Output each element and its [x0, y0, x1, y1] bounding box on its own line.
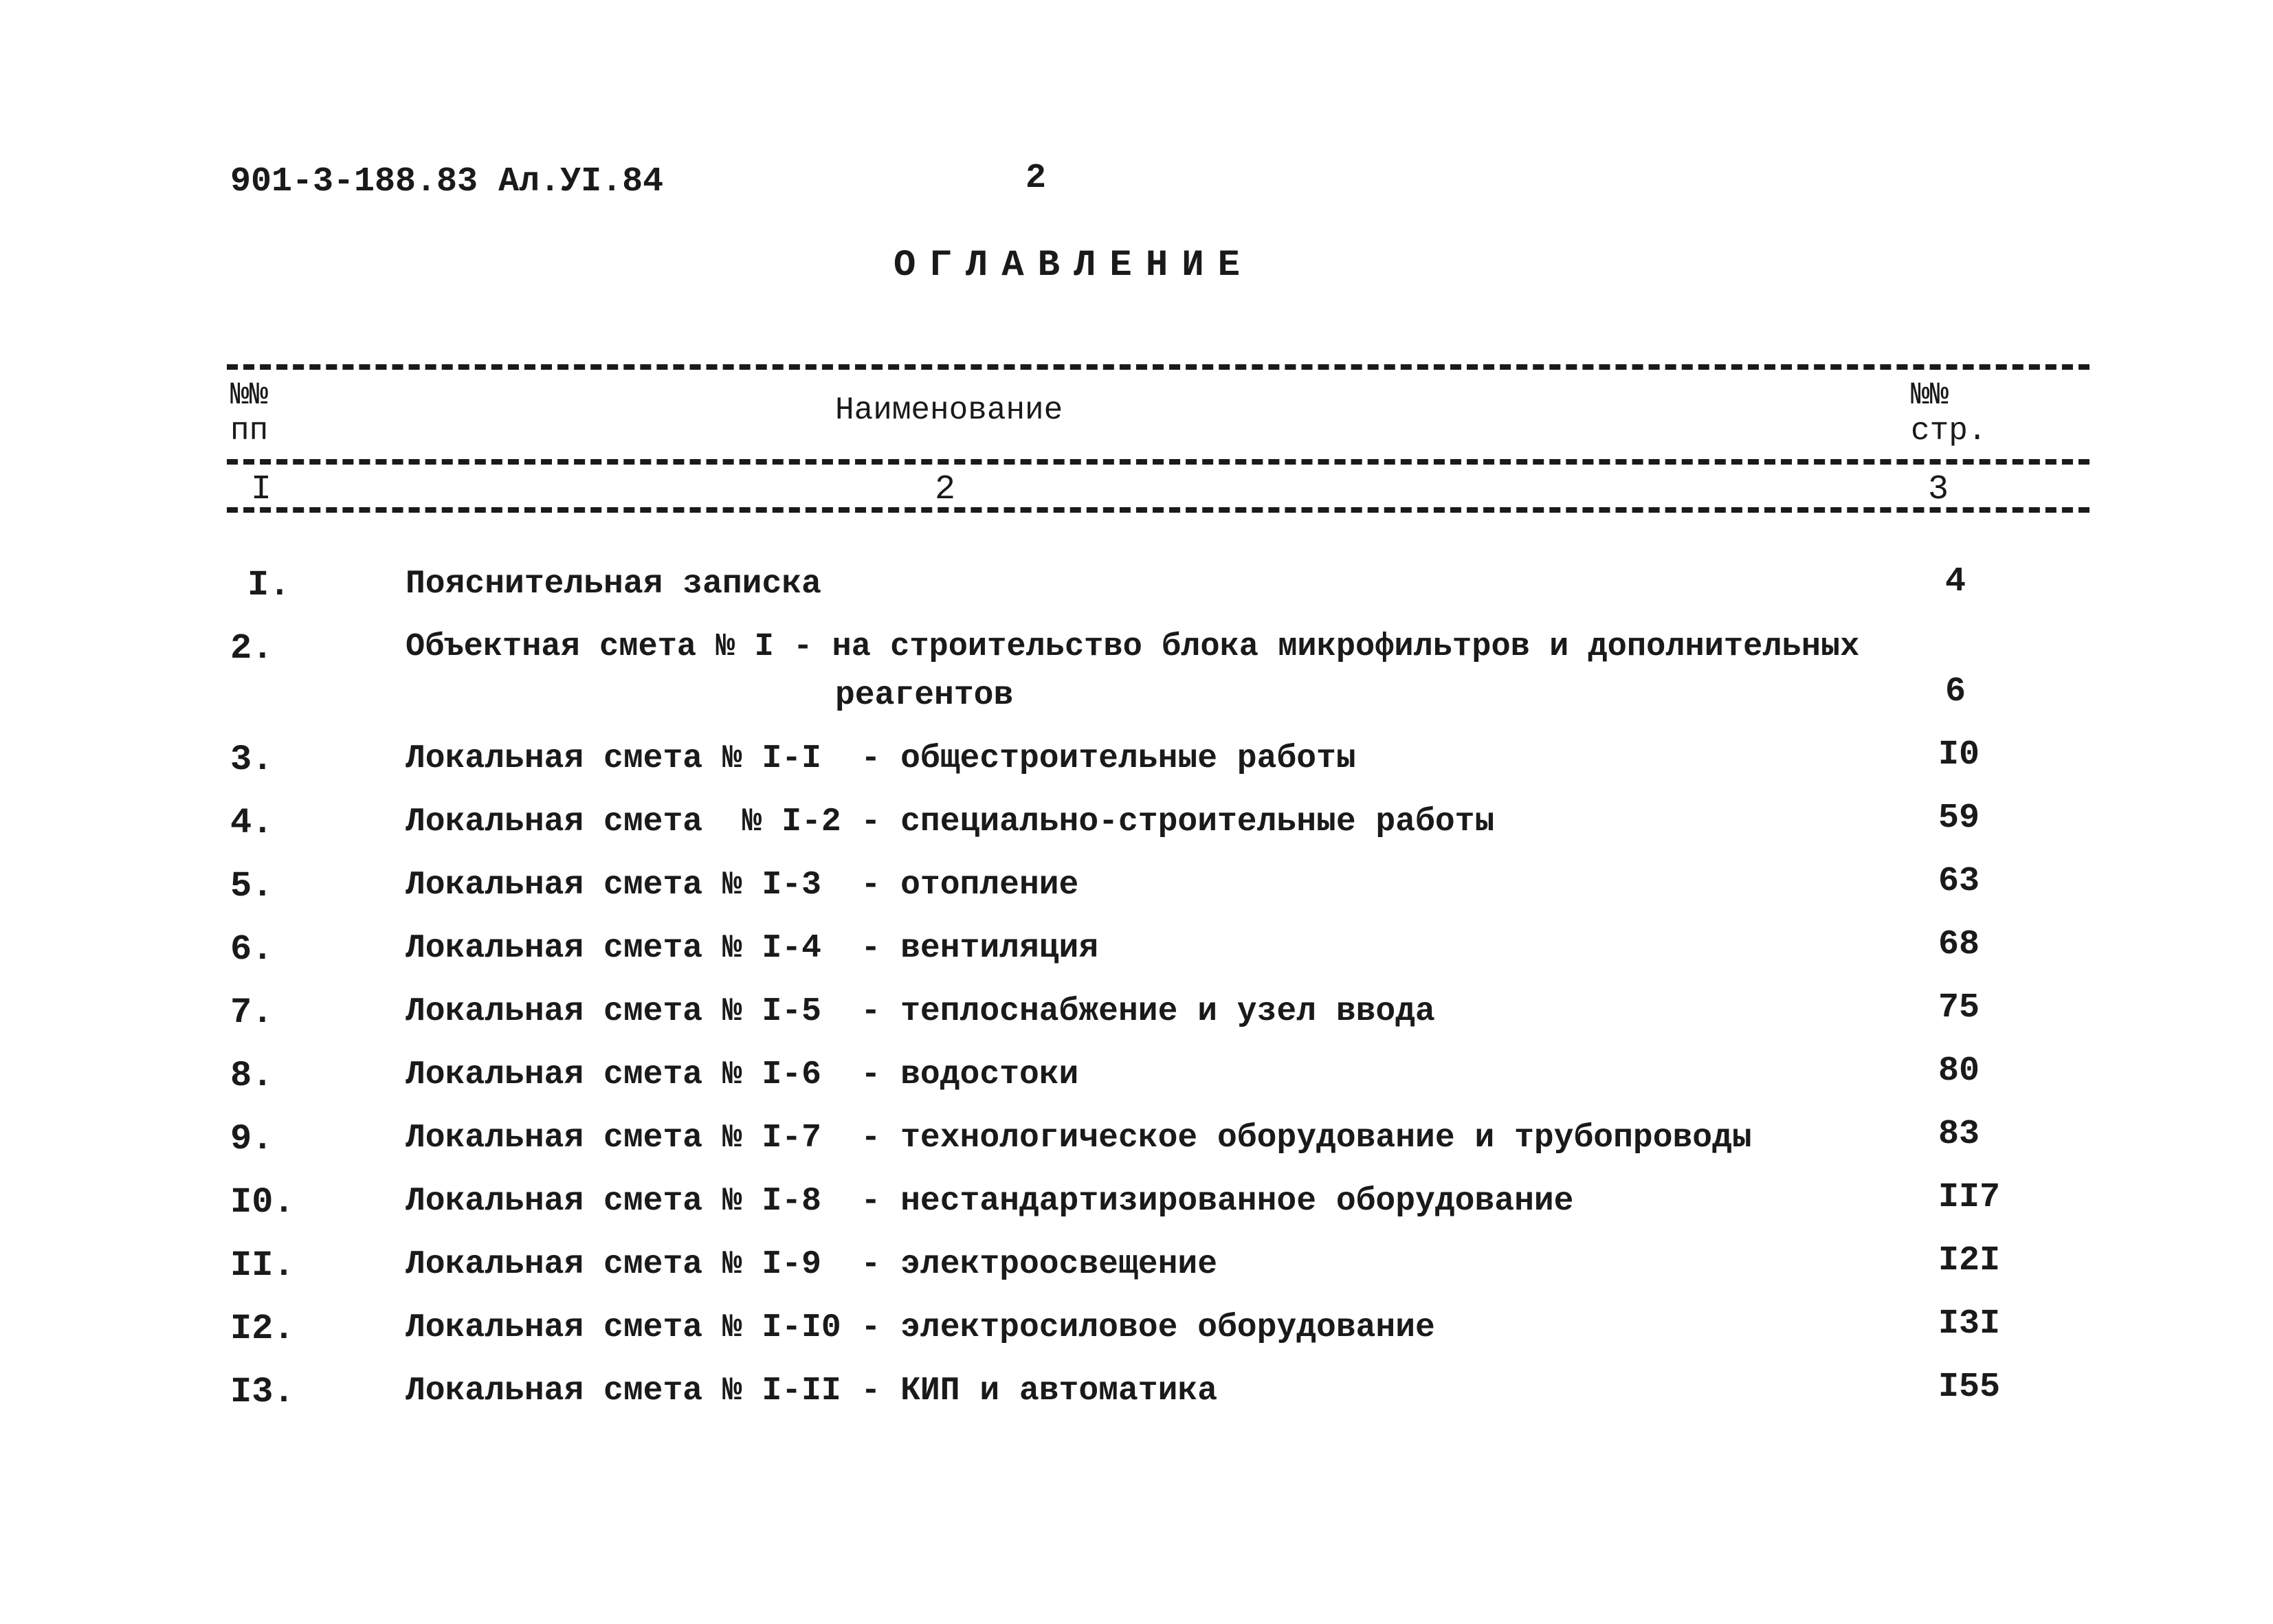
document-code: 901-3-188.83 Ал.УI.84 [230, 162, 664, 201]
row-number: II. [230, 1245, 295, 1286]
row-title-continuation: реагентов [835, 677, 1014, 714]
row-number: I0. [230, 1182, 295, 1223]
col-name-header: Наименование [835, 392, 1063, 428]
row-page: 59 [1938, 799, 1980, 838]
row-page: 83 [1938, 1115, 1980, 1154]
col-page-header-line1: №№ [1911, 377, 1949, 413]
page-number: 2 [1025, 159, 1047, 198]
row-page: 4 [1945, 562, 1966, 601]
table-top-rule [227, 364, 2089, 370]
row-number: 4. [230, 803, 274, 843]
row-number: I2. [230, 1309, 295, 1349]
row-title: Локальная смета № I-9 - электроосвещение [406, 1246, 1217, 1283]
row-number: 8. [230, 1056, 274, 1096]
row-page: 75 [1938, 988, 1980, 1027]
row-title: Локальная смета № I-6 - водостоки [406, 1056, 1079, 1093]
row-number: I3. [230, 1372, 295, 1412]
row-page: 63 [1938, 862, 1980, 901]
row-page: 68 [1938, 925, 1980, 964]
row-page: I3I [1938, 1304, 2001, 1344]
row-number: 6. [230, 929, 274, 970]
col-index-2: 2 [935, 470, 956, 509]
col-page-header-line2: стр. [1911, 413, 1987, 449]
row-title: Локальная смета № I-I0 - электросиловое оборудование [406, 1309, 1435, 1346]
row-title: Локальная смета № I-8 - нестандартизированное оборудование [406, 1183, 1574, 1220]
col-no-header-line1: №№ [230, 377, 269, 413]
row-number: I. [247, 565, 291, 605]
page-title: ОГЛАВЛЕНИЕ [894, 245, 1254, 287]
row-title: Локальная смета № I-2 - специально-строительные работы [406, 803, 1495, 841]
row-title: Локальная смета № I-7 - технологическое оборудование и трубопроводы [406, 1120, 1752, 1157]
row-title: Объектная смета № I - на строительство блока микрофильтров и дополнительных [406, 629, 1860, 665]
row-page: 80 [1938, 1052, 1980, 1091]
row-title: Локальная смета № I-3 - отопление [406, 867, 1079, 904]
row-number: 9. [230, 1119, 274, 1159]
row-number: 5. [230, 866, 274, 906]
row-title: Локальная смета № I-II - КИП и автоматика [406, 1372, 1217, 1410]
row-page: 6 [1945, 672, 1966, 711]
row-page: I55 [1938, 1368, 2001, 1407]
row-title: Пояснительная записка [406, 566, 821, 603]
row-page: II7 [1938, 1178, 2001, 1217]
row-page: I2I [1938, 1241, 2001, 1280]
col-index-3: 3 [1928, 470, 1949, 509]
row-page: I0 [1938, 735, 1980, 775]
row-title: Локальная смета № I-5 - теплоснабжение и узел ввода [406, 993, 1435, 1030]
col-no-header-line2: пп [230, 413, 269, 449]
row-title: Локальная смета № I-4 - вентиляция [406, 930, 1099, 967]
row-number: 3. [230, 739, 274, 780]
col-index-1: I [251, 470, 272, 509]
row-number: 2. [230, 628, 274, 669]
row-number: 7. [230, 992, 274, 1033]
table-index-rule [227, 507, 2089, 513]
row-title: Локальная смета № I-I - общестроительные работы [406, 740, 1356, 777]
table-header-rule [227, 459, 2089, 465]
